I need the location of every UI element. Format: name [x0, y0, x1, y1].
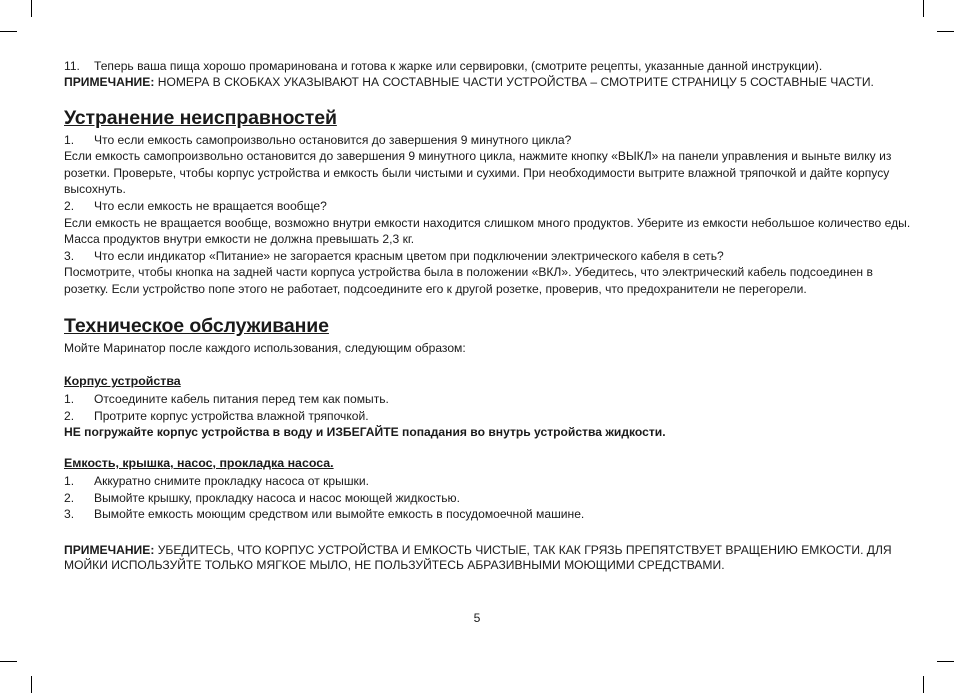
heading-troubleshooting: Устранение неисправностей — [64, 106, 337, 129]
troubleshooting-answer-3: Посмотрите, чтобы кнопка на задней части корпуса устройства была в положении «ВКЛ». Убедитесь, что электрический кабель подсоединен в розетку. Если устройство попе этого не работает, подсоедините его к другой розетке, проверив, что предохранители не перегорели. — [64, 265, 873, 297]
step-text: Отсоедините кабель питания перед тем как помыть. — [94, 392, 389, 407]
maintenance-intro: Мойте Маринатор после каждого использования, следующим образом: — [64, 340, 466, 355]
list-item-text: Теперь ваша пища хорошо промаринована и готова к жарке или сервировки, (смотрите рецепты, указанные данной инструкции). — [94, 59, 823, 73]
step-text: Вымойте емкость моющим средством или вымойте емкость в посудомоечной машине. — [94, 507, 585, 522]
step-number: 3. — [64, 507, 75, 522]
troubleshooting-question-3 — [64, 248, 916, 265]
step-text: Протрите корпус устройства влажной тряпочкой. — [94, 408, 369, 423]
page-content — [64, 58, 916, 573]
bowl-step — [64, 473, 916, 490]
subheading-bowl-lid-pump: Емкость, крышка, насос, прокладка насоса. — [64, 456, 334, 470]
crop-mark-top-left-horizontal — [0, 31, 17, 32]
housing-step — [64, 408, 916, 425]
final-note-label: ПРИМЕЧАНИЕ: — [64, 542, 155, 557]
heading-maintenance: Техническое обслуживание — [64, 314, 329, 337]
note-label: ПРИМЕЧАНИЕ: — [64, 74, 155, 89]
housing-warning: НЕ погружайте корпус устройства в воду и ИЗБЕГАЙТЕ попадания во внутрь устройства жидкости. — [64, 425, 666, 440]
crop-mark-bottom-left-vertical — [31, 676, 32, 693]
question-number: 2. — [64, 199, 75, 214]
crop-mark-bottom-right-vertical — [923, 676, 924, 693]
crop-mark-bottom-right-horizontal — [937, 661, 954, 662]
list-item-number: 11. — [64, 59, 80, 73]
question-text: Что если емкость не вращается вообще? — [94, 199, 327, 214]
bowl-step — [64, 506, 916, 523]
crop-mark-bottom-left-horizontal — [0, 661, 17, 662]
step-number: 1. — [64, 392, 75, 407]
page-number: 5 — [473, 611, 481, 625]
bowl-step — [64, 490, 916, 507]
step-number: 2. — [64, 408, 75, 423]
crop-mark-top-right-vertical — [923, 0, 924, 17]
step-number: 2. — [64, 490, 75, 505]
troubleshooting-question-2 — [64, 198, 916, 215]
final-note — [64, 543, 916, 573]
note-text: НОМЕРА В СКОБКАХ УКАЗЫВАЮТ НА СОСТАВНЫЕ ЧАСТИ УСТРОЙСТВА – СМОТРИТЕ СТРАНИЦУ 5 СОСТАВНЫЕ ЧАСТИ. — [154, 74, 874, 89]
note-bracket-numbers — [64, 75, 916, 90]
troubleshooting-answer-1: Если емкость самопроизвольно остановится до завершения 9 минутного цикла, нажмите кнопку «ВЫКЛ» на панели управления и выньте вилку из розетки. Проверьте, чтобы корпус устройства и емкость были чистыми и сухими. При необходимости вытрите влажной тряпочкой и дайте корпусу высохнуть. — [64, 149, 892, 197]
question-number: 3. — [64, 248, 75, 263]
housing-step — [64, 391, 916, 408]
final-note-text: УБЕДИТЕСЬ, ЧТО КОРПУС УСТРОЙСТВА И ЕМКОСТЬ ЧИСТЫЕ, ТАК КАК ГРЯЗЬ ПРЕПЯТСТВУЕТ ВРАЩЕНИЮ ЕМКОСТИ. ДЛЯ МОЙКИ ИСПОЛЬЗУЙТЕ ТОЛЬКО МЯГКОЕ МЫЛО, НЕ ПОЛЬЗУЙТЕСЬ АБРАЗИВНЫМИ МОЮЩИМИ СРЕДСТВАМИ. — [64, 542, 892, 572]
question-text: Что если индикатор «Питание» не загорается красным цветом при подключении электрического кабеля в сеть? — [94, 248, 724, 263]
step-number: 1. — [64, 474, 75, 488]
question-text: Что если емкость самопроизвольно остановится до завершения 9 минутного цикла? — [94, 132, 572, 147]
troubleshooting-answer-2: Если емкость не вращается вообще, возможно внутри емкости находится слишком много продуктов. Уберите из емкости небольшое количество еды. Масса продуктов внутри емкости не должна превышать 2,3 кг. — [64, 215, 911, 247]
question-number: 1. — [64, 132, 75, 147]
step-text: Аккуратно снимите прокладку насоса от крышки. — [94, 474, 369, 488]
crop-mark-top-left-vertical — [31, 0, 32, 17]
list-item-step-11 — [64, 58, 916, 75]
troubleshooting-question-1 — [64, 132, 916, 149]
subheading-device-housing: Корпус устройства — [64, 374, 181, 389]
step-text: Вымойте крышку, прокладку насоса и насос моющей жидкостью. — [94, 490, 460, 505]
crop-mark-top-right-horizontal — [937, 31, 954, 32]
